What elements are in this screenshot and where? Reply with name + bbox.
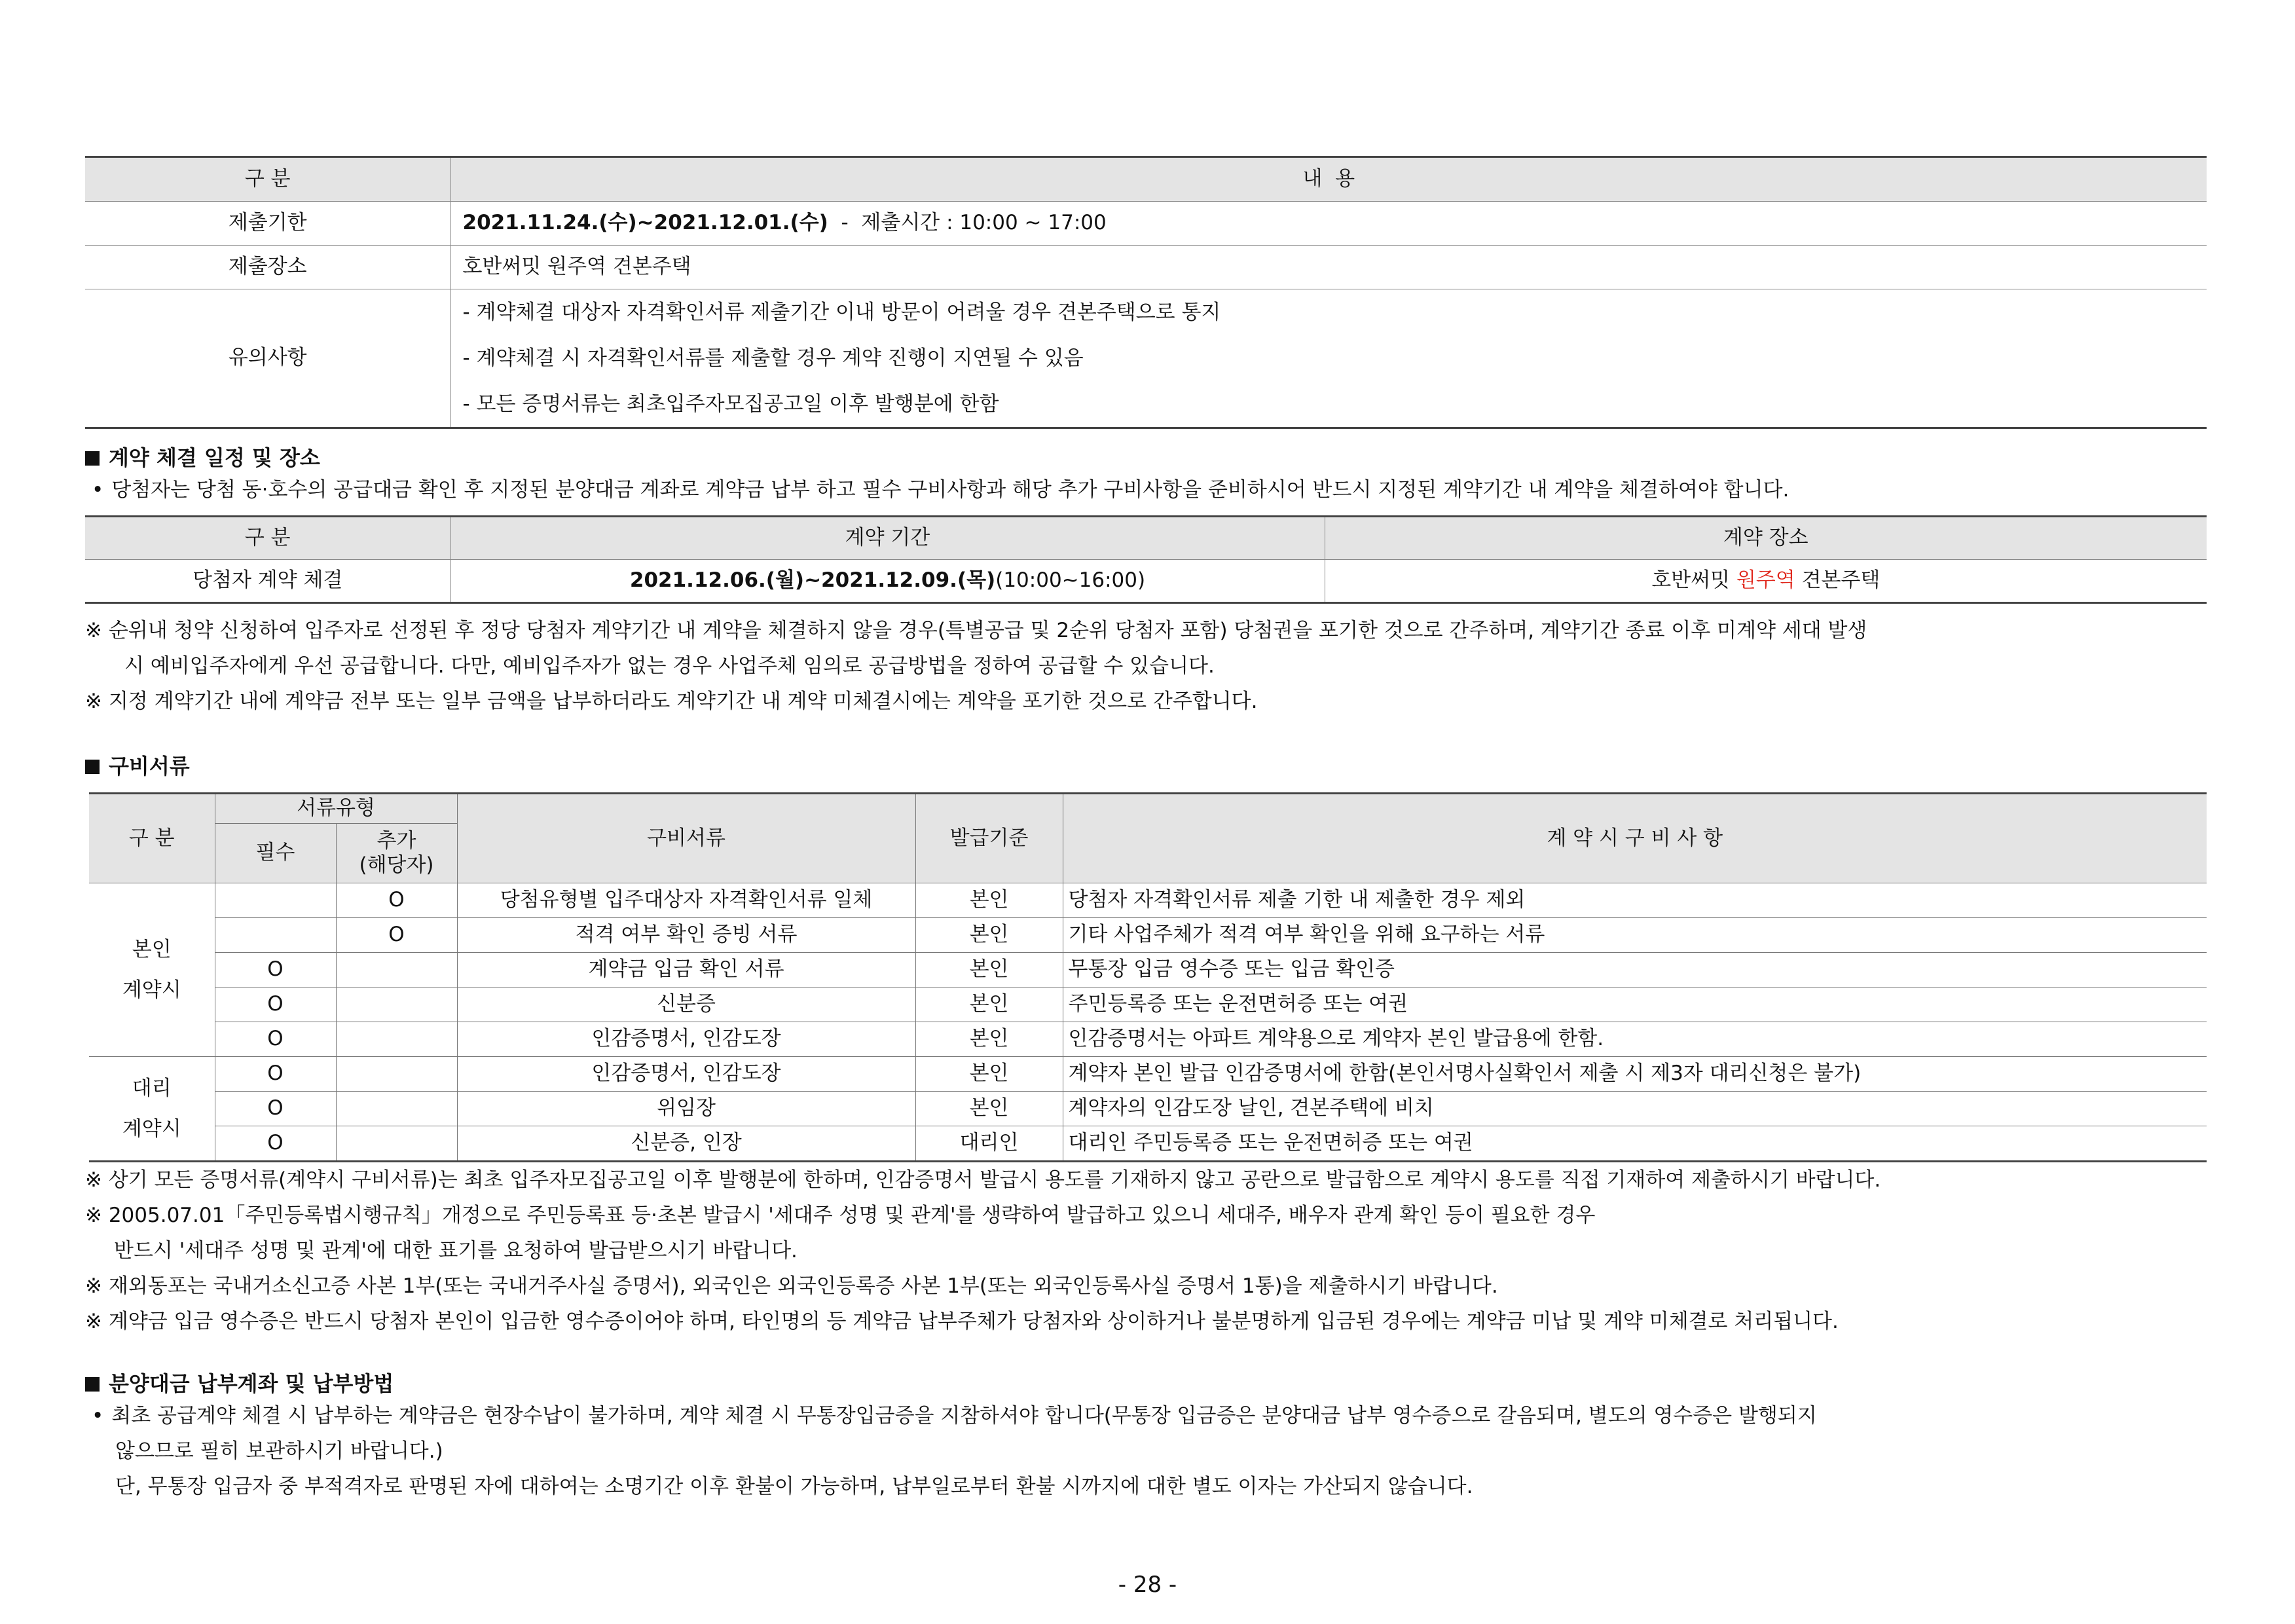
table-header-row xyxy=(85,517,2207,560)
cell-issuer: 본인 xyxy=(915,918,1063,953)
place-text: 호반써밋 xyxy=(1651,568,1736,593)
header-period: 계약 기간 xyxy=(450,517,1325,560)
header-requirements: 계 약 시 구 비 사 항 xyxy=(1063,794,2207,883)
cell-issuer: 본인 xyxy=(915,1092,1063,1126)
note-item: - 계약체결 대상자 자격확인서류 제출기간 이내 방문이 어려울 경우 견본주택으로 통지 xyxy=(462,301,1221,324)
cell-required xyxy=(215,883,336,918)
bullet-text: 최초 공급계약 체결 시 납부하는 계약금은 현장수납이 불가하며, 계약 체결 시 무통장입금증을 지참하셔야 합니다(무통장 입금증은 분양대금 납부 영수증으로 갈음되며, 별도의 영수증은 발행되지 xyxy=(111,1404,1817,1428)
header-required: 필수 xyxy=(215,824,336,883)
header-place: 계약 장소 xyxy=(1325,517,2207,560)
section-title xyxy=(85,752,2207,781)
square-bullet-icon xyxy=(85,451,100,466)
place-value: 호반써밋 원주역 견본주택 xyxy=(450,246,2207,289)
table-row xyxy=(85,560,2207,603)
table-row xyxy=(89,918,2207,953)
cell-requirement: 인감증명서는 아파트 계약용으로 계약자 본인 발급용에 한함. xyxy=(1063,1022,2207,1057)
contract-notes xyxy=(85,613,2207,719)
contract-label: 당첨자 계약 체결 xyxy=(85,560,450,603)
cell-required: O xyxy=(215,953,336,987)
header-issuer: 발급기준 xyxy=(915,794,1063,883)
cell-additional xyxy=(336,953,457,987)
cell-required xyxy=(215,918,336,953)
contract-period xyxy=(450,560,1325,603)
section-title-text: 분양대금 납부계좌 및 납부방법 xyxy=(109,1371,394,1396)
group-label: 대리 xyxy=(132,1077,172,1100)
table-header-row xyxy=(85,157,2207,202)
cell-issuer: 본인 xyxy=(915,883,1063,918)
table-row xyxy=(89,883,2207,918)
header-additional-line: 추가 xyxy=(376,828,416,853)
note-item: ※ 지정 계약기간 내에 계약금 전부 또는 일부 금액을 납부하더라도 계약기간 내 계약 미체결시에는 계약을 포기한 것으로 간주합니다. xyxy=(85,690,1258,713)
group-self xyxy=(89,883,215,1057)
place-label: 제출장소 xyxy=(85,246,450,289)
bullet-icon: • xyxy=(92,478,104,502)
note-item: ※ 계약금 입금 영수증은 반드시 당첨자 본인이 입금한 영수증이어야 하며, 타인명의 등 계약금 납부주체가 당첨자와 상이하거나 불분명하게 입금된 경우에는 계약금 미납 및 계약 미체결로 처리됩니다. xyxy=(85,1310,1839,1333)
cell-document: 위임장 xyxy=(457,1092,915,1126)
section-title-text: 구비서류 xyxy=(109,754,190,779)
cell-requirement: 계약자의 인감도장 날인, 견본주택에 비치 xyxy=(1063,1092,2207,1126)
cell-requirement: 계약자 본인 발급 인감증명서에 한함(본인서명사실확인서 제출 시 제3자 대리신청은 불가) xyxy=(1063,1057,2207,1092)
cell-document: 신분증 xyxy=(457,987,915,1022)
note-item: 반드시 '세대주 성명 및 관계'에 대한 표기를 요청하여 발급받으시기 바랍니다. xyxy=(114,1239,798,1263)
cell-issuer: 본인 xyxy=(915,1022,1063,1057)
cell-requirement: 대리인 주민등록증 또는 운전면허증 또는 여권 xyxy=(1063,1126,2207,1162)
table-row xyxy=(89,1057,2207,1092)
cell-additional: O xyxy=(336,918,457,953)
bullet-item xyxy=(85,1398,2207,1433)
deadline-dates: 2021.11.24.(수)~2021.12.01.(수) xyxy=(462,211,828,235)
square-bullet-icon xyxy=(85,1377,100,1392)
note-item: ※ 상기 모든 증명서류(계약시 구비서류)는 최초 입주자모집공고일 이후 발행분에 한하며, 인감증명서 발급시 용도를 기재하지 않고 공란으로 발급함으로 계약시 용도를 직접 기재하여 제출하시기 바랍니다. xyxy=(85,1168,1881,1192)
place-text: 견본주택 xyxy=(1795,568,1881,593)
table-header-row xyxy=(89,794,2207,824)
cell-requirement: 주민등록증 또는 운전면허증 또는 여권 xyxy=(1063,987,2207,1022)
deadline-label: 제출기한 xyxy=(85,202,450,246)
group-label: 계약시 xyxy=(122,978,181,1002)
place-highlight: 원주역 xyxy=(1736,568,1795,593)
square-bullet-icon xyxy=(85,760,100,774)
notes-list xyxy=(450,289,2207,428)
documents-table xyxy=(89,792,2207,1162)
bullet-item xyxy=(85,472,2207,507)
section-title-text: 계약 체결 일정 및 장소 xyxy=(109,445,320,470)
header-category: 구 분 xyxy=(85,517,450,560)
cell-document: 인감증명서, 인감도장 xyxy=(457,1057,915,1092)
cell-additional xyxy=(336,1092,457,1126)
note-item: 시 예비입주자에게 우선 공급합니다. 다만, 예비입주자가 없는 경우 사업주체 임의로 공급방법을 정하여 공급할 수 있습니다. xyxy=(124,654,1215,678)
table-row xyxy=(89,1022,2207,1057)
note-item: - 모든 증명서류는 최초입주자모집공고일 이후 발행분에 한함 xyxy=(462,392,999,416)
cell-document: 계약금 입금 확인 서류 xyxy=(457,953,915,987)
contract-time: (10:00~16:00) xyxy=(995,568,1146,593)
cell-document: 인감증명서, 인감도장 xyxy=(457,1022,915,1057)
cell-requirement: 당첨자 자격확인서류 제출 기한 내 제출한 경우 제외 xyxy=(1063,883,2207,918)
group-label: 계약시 xyxy=(122,1117,181,1141)
cell-document: 신분증, 인장 xyxy=(457,1126,915,1162)
cell-required: O xyxy=(215,1057,336,1092)
deadline-value xyxy=(450,202,2207,246)
bullet-continuation: 않으므로 필히 보관하시기 바랍니다.) xyxy=(115,1439,443,1463)
cell-issuer: 본인 xyxy=(915,953,1063,987)
header-additional xyxy=(336,824,457,883)
cell-additional: O xyxy=(336,883,457,918)
bullet-text: 당첨자는 당첨 동·호수의 공급대금 확인 후 지정된 분양대금 계좌로 계약금 납부 하고 필수 구비사항과 해당 추가 구비사항을 준비하시어 반드시 지정된 계약기간 내 계약을 체결하여야 합니다. xyxy=(111,478,1790,502)
section-title xyxy=(85,1369,2207,1398)
table-row xyxy=(85,202,2207,246)
note-item: ※ 2005.07.01「주민등록법시행규칙」개정으로 주민등록표 등·초본 발급시 '세대주 성명 및 관계'를 생략하여 발급하고 있으니 세대주, 배우자 관계 확인 등이 필요한 경우 xyxy=(85,1204,1596,1227)
notes-label: 유의사항 xyxy=(85,289,450,428)
bullet-continuation: 단, 무통장 입금자 중 부적격자로 판명된 자에 대하여는 소명기간 이후 환불이 가능하며, 납부일로부터 환불 시까지에 대한 별도 이자는 가산되지 않습니다. xyxy=(115,1475,1473,1498)
cell-additional xyxy=(336,1022,457,1057)
table-row xyxy=(85,289,2207,428)
header-additional-line: (해당자) xyxy=(359,853,434,877)
note-item: - 계약체결 시 자격확인서류를 제출할 경우 계약 진행이 지연될 수 있음 xyxy=(462,346,1084,370)
note-item: ※ 순위내 청약 신청하여 입주자로 선정된 후 정당 당첨자 계약기간 내 계약을 체결하지 않을 경우(특별공급 및 2순위 당첨자 포함) 당첨권을 포기한 것으로 간주하며, 계약기간 종료 이후 미계약 세대 발생 xyxy=(85,619,1867,642)
deadline-time: - 제출시간 : 10:00 ~ 17:00 xyxy=(828,211,1107,235)
cell-additional xyxy=(336,987,457,1022)
table-row xyxy=(85,246,2207,289)
cell-required: O xyxy=(215,987,336,1022)
bullet-icon: • xyxy=(92,1404,104,1428)
cell-additional xyxy=(336,1057,457,1092)
cell-required: O xyxy=(215,1022,336,1057)
table-row xyxy=(89,987,2207,1022)
cell-issuer: 대리인 xyxy=(915,1126,1063,1162)
cell-required: O xyxy=(215,1092,336,1126)
group-agent xyxy=(89,1057,215,1162)
header-document: 구비서류 xyxy=(457,794,915,883)
cell-requirement: 무통장 입금 영수증 또는 입금 확인증 xyxy=(1063,953,2207,987)
submission-table xyxy=(85,156,2207,429)
cell-required: O xyxy=(215,1126,336,1162)
header-content: 내 용 xyxy=(450,157,2207,202)
contract-dates: 2021.12.06.(월)~2021.12.09.(목) xyxy=(629,568,996,593)
section-title xyxy=(85,443,2207,472)
cell-document: 당첨유형별 입주대상자 자격확인서류 일체 xyxy=(457,883,915,918)
group-label: 본인 xyxy=(132,938,172,961)
document-page xyxy=(85,156,2207,1504)
documents-notes xyxy=(85,1162,2207,1339)
table-row xyxy=(89,1126,2207,1162)
header-category: 구 분 xyxy=(85,157,450,202)
table-row xyxy=(89,1092,2207,1126)
cell-issuer: 본인 xyxy=(915,1057,1063,1092)
header-doc-type: 서류유형 xyxy=(215,794,457,824)
table-row xyxy=(89,953,2207,987)
cell-requirement: 기타 사업주체가 적격 여부 확인을 위해 요구하는 서류 xyxy=(1063,918,2207,953)
contract-place xyxy=(1325,560,2207,603)
contract-table xyxy=(85,515,2207,604)
header-category: 구 분 xyxy=(89,794,215,883)
cell-issuer: 본인 xyxy=(915,987,1063,1022)
page-number: - 28 - xyxy=(1118,1572,1177,1598)
note-item: ※ 재외동포는 국내거소신고증 사본 1부(또는 국내거주사실 증명서), 외국인은 외국인등록증 사본 1부(또는 외국인등록사실 증명서 1통)을 제출하시기 바랍니다. xyxy=(85,1274,1498,1298)
cell-document: 적격 여부 확인 증빙 서류 xyxy=(457,918,915,953)
cell-additional xyxy=(336,1126,457,1162)
